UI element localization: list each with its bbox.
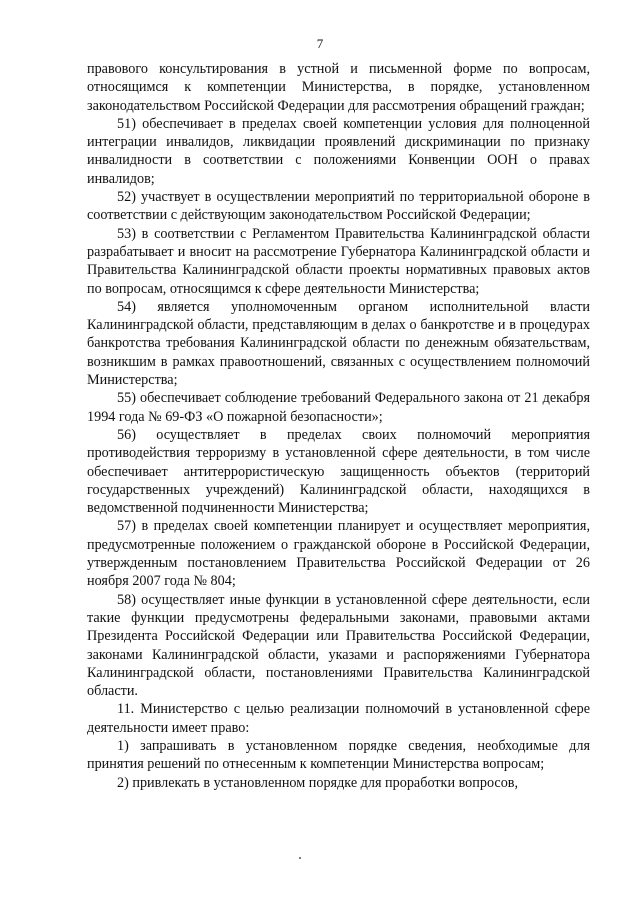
paragraph-item-51: 51) обеспечивает в пределах своей компетенции условия для полноценной интеграции инвалидов, ликвидации проявлений дискриминации по признаку инвалидности в соответствии с положениями Конвенции ООН о правах инвалидов;: [87, 115, 590, 187]
scan-speck: [299, 857, 301, 859]
paragraph-continuation: правового консультирования в устной и письменной форме по вопросам, относящимся к компетенции Министерства, в порядке, установленном законодательством Российской Федерации для рассмотрения обращений граждан;: [87, 61, 590, 114]
paragraph-item-53: 53) в соответствии с Регламентом Правительства Калининградской области разрабатывает и вносит на рассмотрение Губернатора Калининградской области и Правительства Калининградской области проекты нормативных правовых актов по вопросам, относящимся к сфере деятельности Министерства;: [87, 225, 590, 297]
paragraph-item-57: 57) в пределах своей компетенции планирует и осуществляет мероприятия, предусмотренные положением о гражданской обороне в Российской Федерации, утвержденным постановлением Правительства Российской Федерации от 26 ноября 2007 года № 804;: [87, 518, 590, 590]
paragraph-item-54: 54) является уполномоченным органом исполнительной власти Калининградской области, представляющим в делах о банкротстве и в процедурах банкротства требования Калининградской области по денежным обязательствам, возникшим в рамках правоотношений, связанных с осуществлением полномочий Министерства;: [87, 298, 590, 389]
paragraph-item-55: 55) обеспечивает соблюдение требований Федерального закона от 21 декабря 1994 года № 69-ФЗ «О пожарной безопасности»;: [87, 390, 590, 425]
paragraph-right-1: 1) запрашивать в установленном порядке сведения, необходимые для принятия решений по отнесенным к компетенции Министерства вопросам;: [87, 737, 590, 773]
paragraph-item-58: 58) осуществляет иные функции в установленной сфере деятельности, если такие функции предусмотрены федеральными законами, правовыми актами Президента Российской Федерации или Правительства Российской Федерации, законами Калининградской области, указами и распоряжениями Губернатора Калининградской области, постановлениями Правительства Калининградской области.: [87, 591, 590, 700]
paragraph-item-52: 52) участвует в осуществлении мероприятий по территориальной обороне в соответствии с действующим законодательством Российской Федерации;: [87, 189, 590, 224]
paragraph-section-11: 11. Министерство с целью реализации полномочий в установленной сфере деятельности имеет право:: [87, 701, 590, 736]
document-body: [87, 60, 590, 792]
paragraph-right-2: 2) привлекать в установленном порядке для проработки вопросов,: [117, 774, 519, 791]
page-number: 7: [316, 36, 324, 51]
paragraph-item-56: 56) осуществляет в пределах своих полномочий мероприятия противодействия терроризму в установленной сфере деятельности, в том числе обеспечивает антитеррористическую защищенность объектов (территорий государственных учреждений) Калининградской области, находящихся в ведомственной подчиненности Министерства;: [87, 426, 590, 517]
